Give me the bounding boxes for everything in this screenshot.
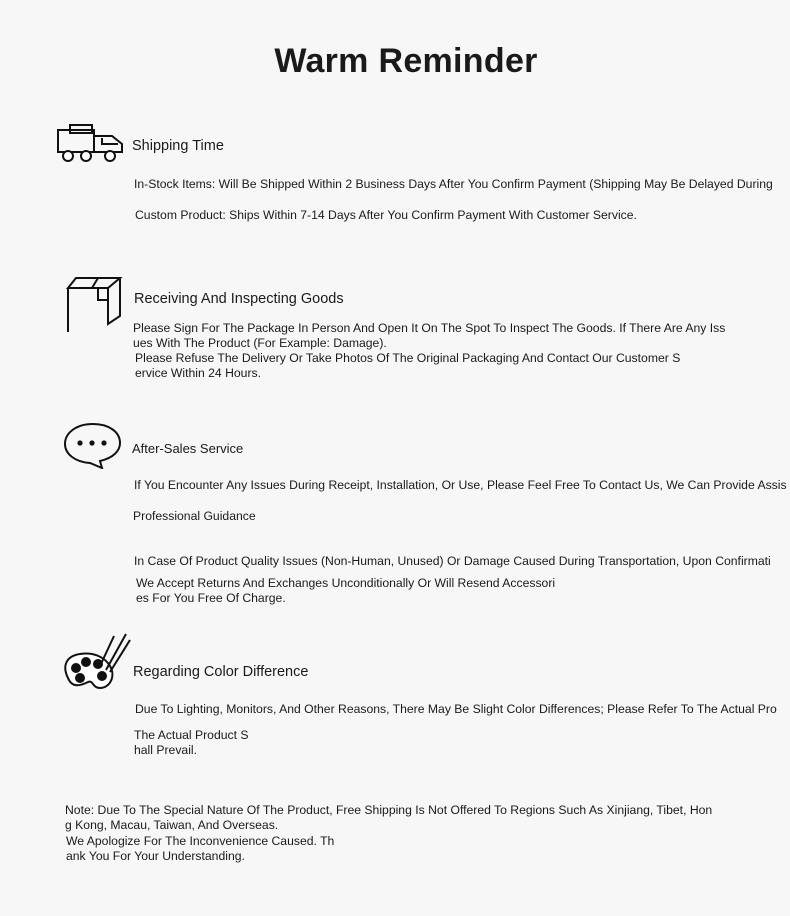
after-sales-contact-text: If You Encounter Any Issues During Receipt, Installation, Or Use, Please Feel Free To Contact Us, We Can Provide Assis	[134, 478, 787, 492]
actual-product-text: The Actual Product S hall Prevail.	[134, 728, 249, 757]
returns-text: We Accept Returns And Exchanges Unconditionally Or Will Resend Accessori es For You Free Of Charge.	[136, 576, 556, 605]
chat-bubble-icon	[62, 421, 124, 469]
custom-product-text: Custom Product: Ships Within 7-14 Days After You Confirm Payment With Customer Service.	[135, 208, 637, 222]
color-heading: Regarding Color Difference	[133, 664, 309, 680]
shipping-heading: Shipping Time	[132, 138, 224, 154]
apology-text: We Apologize For The Inconvenience Caused. Th ank You For Your Understanding.	[66, 834, 335, 863]
receiving-sign-text: Please Sign For The Package In Person And Open It On The Spot To Inspect The Goods. If There Are Any Iss ues With The Product (For Example: Damage).	[133, 321, 726, 350]
after-sales-heading: After-Sales Service	[132, 441, 244, 456]
shipping-note-text: Note: Due To The Special Nature Of The Product, Free Shipping Is Not Offered To Regions Such As Xinjiang, Tibet, Hon g Kong, Macau, Taiwan, And Overseas.	[65, 803, 713, 832]
receiving-heading: Receiving And Inspecting Goods	[134, 291, 344, 307]
after-sales-guidance-text: Professional Guidance	[133, 509, 256, 523]
truck-icon	[56, 122, 126, 166]
page-title: Warm Reminder	[274, 42, 538, 80]
in-stock-text: In-Stock Items: Will Be Shipped Within 2 Business Days After You Confirm Payment (Shipping May Be Delayed During	[134, 177, 773, 191]
color-lighting-text: Due To Lighting, Monitors, And Other Reasons, There May Be Slight Color Differences; Please Refer To The Actual Pro	[135, 702, 777, 716]
quality-issues-text: In Case Of Product Quality Issues (Non-Human, Unused) Or Damage Caused During Transportation, Upon Confirmati	[134, 554, 771, 568]
box-icon	[62, 276, 124, 334]
receiving-refuse-text: Please Refuse The Delivery Or Take Photos Of The Original Packaging And Contact Our Customer S ervice Within 24 Hours.	[135, 351, 681, 380]
palette-icon	[60, 630, 134, 698]
